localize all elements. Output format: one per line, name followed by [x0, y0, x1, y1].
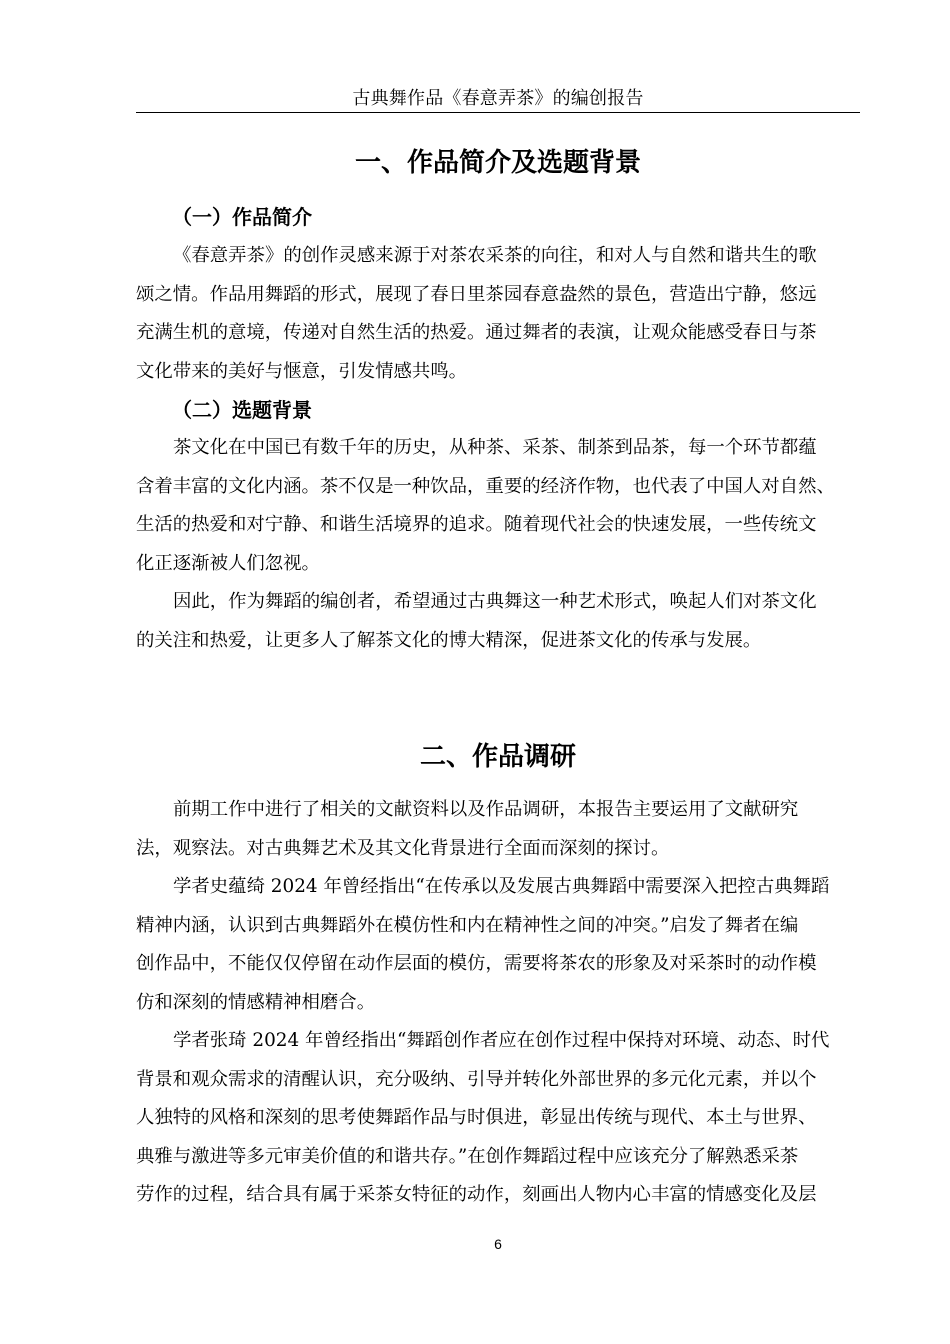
background-paragraph-1 — [136, 429, 860, 583]
text-line: 前期工作中进行了相关的文献资料以及作品调研，本报告主要运用了文献研究 — [173, 799, 799, 820]
subsection-2-title: （二）选题背景 — [172, 398, 312, 422]
text-line: 文化带来的美好与惬意，引发情感共鸣。 — [136, 360, 468, 382]
section-2-title: 二、作品调研 — [419, 742, 576, 772]
text-line: 仿和深刻的情感精神相磨合。 — [136, 991, 376, 1013]
text-line: 含着丰富的文化内涵。茶不仅是一种饮品，重要的经济作物，也代表了中国人对自然、 — [136, 475, 835, 497]
text-line: 化正逐渐被人们忽视。 — [136, 552, 320, 574]
text-line: 创作品中，不能仅仅停留在动作层面的模仿，需要将茶农的形象及对采茶时的动作模 — [136, 953, 817, 974]
text-line: 因此，作为舞蹈的编创者，希望通过古典舞这一种艺术形式，唤起人们对茶文化 — [173, 591, 817, 612]
research-paragraph-1 — [136, 791, 860, 868]
text-line: 茶文化在中国已有数千年的历史，从种茶、采茶、制茶到品茶，每一个环节都蕴 — [173, 437, 817, 458]
text-line: 典雅与激进等多元审美价值的和谐共存。”在创作舞蹈过程中应该充分了解熟悉采茶 — [136, 1145, 799, 1167]
text-line: 背景和观众需求的清醒认识，充分吸纳、引导并转化外部世界的多元化元素，并以个 — [136, 1068, 817, 1090]
research-paragraph-3 — [136, 1022, 860, 1215]
intro-paragraph — [136, 237, 860, 391]
background-paragraph-2 — [136, 583, 860, 660]
text-line: 人独特的风格和深刻的思考使舞蹈作品与时俱进，彰显出传统与现代、本土与世界、 — [136, 1107, 817, 1128]
text-line: 学者张琦 2024 年曾经指出“舞蹈创作者应在创作过程中保持对环境、动态、时代 — [173, 1030, 830, 1051]
header-rule — [136, 112, 860, 113]
text-line: 精神内涵，认识到古典舞蹈外在模仿性和内在精神性之间的冲突。”启发了舞者在编 — [136, 914, 799, 936]
text-line: 的关注和热爱，让更多人了解茶文化的博大精深，促进茶文化的传承与发展。 — [136, 629, 762, 651]
text-line: 生活的热爱和对宁静、和谐生活境界的追求。随着现代社会的快速发展，一些传统文 — [136, 514, 817, 535]
subsection-1-title: （一）作品简介 — [172, 205, 312, 229]
section-1-title: 一、作品简介及选题背景 — [354, 148, 641, 178]
text-line: 《春意弄茶》的创作灵感来源于对茶农采茶的向往，和对人与自然和谐共生的歌 — [173, 245, 817, 266]
text-line: 法，观察法。对古典舞艺术及其文化背景进行全面而深刻的探讨。 — [136, 837, 670, 859]
research-paragraph-2 — [136, 868, 860, 1022]
text-line: 学者史蕴绮 2024 年曾经指出“在传承以及发展古典舞蹈中需要深入把控古典舞蹈 — [173, 876, 830, 897]
page-number: 6 — [494, 1236, 502, 1252]
text-line: 劳作的过程，结合具有属于采茶女特征的动作，刻画出人物内心丰富的情感变化及层 — [136, 1184, 817, 1205]
running-header: 古典舞作品《春意弄茶》的编创报告 — [352, 88, 644, 109]
text-line: 充满生机的意境，传递对自然生活的热爱。通过舞者的表演，让观众能感受春日与茶 — [136, 322, 817, 343]
text-line: 颂之情。作品用舞蹈的形式，展现了春日里茶园春意盎然的景色，营造出宁静，悠远 — [136, 283, 817, 305]
